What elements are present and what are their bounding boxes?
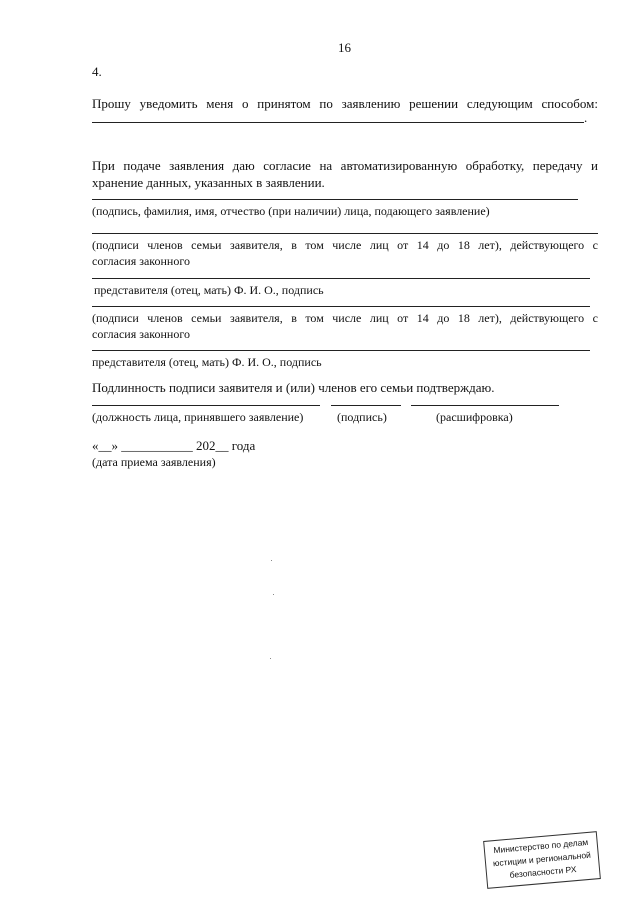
notify-end-mark: . bbox=[584, 110, 588, 125]
applicant-signature-line bbox=[92, 199, 578, 200]
official-decoding-line bbox=[411, 405, 559, 406]
family1-representative-caption: представителя (отец, мать) Ф. И. О., подпись bbox=[94, 283, 324, 297]
official-signature-line bbox=[331, 405, 401, 406]
family1-caption-line2: согласия законного bbox=[92, 254, 190, 268]
family2-caption-line2: согласия законного bbox=[92, 327, 190, 341]
consent-text-line2: хранение данных, указанных в заявлении. bbox=[92, 175, 325, 190]
family1-signature-line bbox=[92, 233, 598, 234]
scan-speck bbox=[270, 658, 271, 659]
notify-request-text: Прошу уведомить меня о принятом по заявлению решении следующим способом: bbox=[92, 96, 598, 111]
official-signature-caption: (подпись) bbox=[337, 410, 387, 424]
stamp-line1: Министерство по делам bbox=[492, 836, 589, 856]
ministry-stamp bbox=[483, 831, 601, 889]
scan-speck bbox=[273, 594, 274, 595]
family1-caption-line1: (подписи членов семьи заявителя, в том числе лиц от 14 до 18 лет), действующего с bbox=[92, 238, 598, 252]
stamp-line2: юстиции и региональной bbox=[492, 849, 592, 869]
family2-representative-line bbox=[92, 350, 590, 351]
family2-signature-line bbox=[92, 306, 590, 307]
consent-text-line1: При подаче заявления даю согласие на автоматизированную обработку, передачу и bbox=[92, 158, 598, 173]
page-number: 16 bbox=[338, 40, 351, 55]
acceptance-date-caption: (дата приема заявления) bbox=[92, 455, 216, 469]
stamp-line3: безопасности РХ bbox=[509, 864, 577, 880]
official-position-line bbox=[92, 405, 320, 406]
family2-caption-line1: (подписи членов семьи заявителя, в том числе лиц от 14 до 18 лет), действующего с bbox=[92, 311, 598, 325]
acceptance-date-line: «__» ___________ 202__ года bbox=[92, 438, 256, 453]
scan-speck bbox=[271, 560, 272, 561]
authenticity-text: Подлинность подписи заявителя и (или) членов его семьи подтверждаю. bbox=[92, 380, 495, 395]
official-decoding-caption: (расшифровка) bbox=[436, 410, 513, 424]
official-position-caption: (должность лица, принявшего заявление) bbox=[92, 410, 304, 424]
section-number: 4. bbox=[92, 64, 102, 79]
family2-representative-caption: представителя (отец, мать) Ф. И. О., подпись bbox=[92, 355, 322, 369]
family1-representative-line bbox=[92, 278, 590, 279]
notify-method-field-line bbox=[92, 122, 584, 123]
applicant-signature-caption: (подпись, фамилия, имя, отчество (при наличии) лица, подающего заявление) bbox=[92, 204, 490, 218]
